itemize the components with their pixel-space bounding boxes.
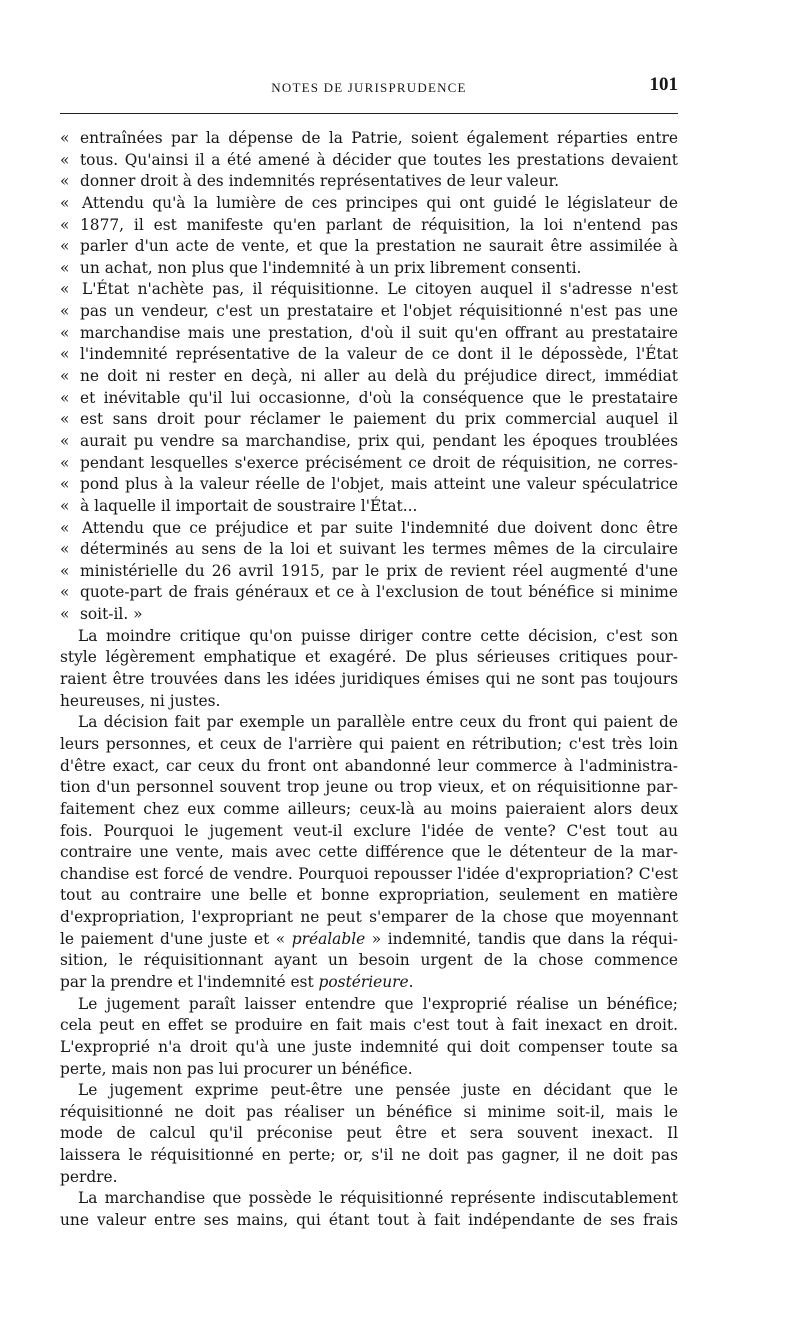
text-line: « ministérielle du 26 avril 1915, par le prix de revient réel augmenté d'une	[60, 561, 678, 583]
text-line: « et inévitable qu'il lui occasionne, d'où la conséquence que le prestataire	[60, 388, 678, 410]
text-line	[60, 929, 678, 951]
text-line: style légèrement emphatique et exagéré. De plus sérieuses critiques pour-	[60, 648, 678, 667]
italic-term: préalable	[291, 929, 366, 948]
line-text: » indemnité, tandis que dans la réqui-	[365, 929, 678, 948]
text-line: sition, le réquisitionnant ayant un besoin urgent de la chose commence	[60, 951, 678, 970]
running-title: NOTES DE JURISPRUDENCE	[271, 80, 467, 95]
text-line: une valeur entre ses mains, qui étant tout à fait indépendante de ses frais	[60, 1211, 678, 1230]
text-line: « est sans droit pour réclamer le paiement du prix commercial auquel il	[60, 409, 678, 431]
text-line: « Attendu que ce préjudice et par suite l'indemnité due doivent donc être	[60, 518, 678, 540]
text-line: « L'État n'achète pas, il réquisitionne. Le citoyen auquel il s'adresse n'est	[60, 279, 678, 301]
text-line: leurs personnes, et ceux de l'arrière qui paient en rétribution; c'est très loin	[60, 734, 678, 753]
text-line	[60, 972, 678, 994]
text-line: « un achat, non plus que l'indemnité à un prix librement consenti.	[60, 258, 678, 280]
text-line: « donner droit à des indemnités représentatives de leur valeur.	[60, 171, 678, 193]
text-line: L'exproprié n'a droit qu'à une juste indemnité qui doit compenser toute sa	[60, 1037, 678, 1056]
text-line: mode de calcul qu'il préconise peut être et sera souvent inexact. Il	[60, 1124, 678, 1143]
body-text	[60, 128, 678, 1232]
text-line: « pas un vendeur, c'est un prestataire et l'objet réquisitionné n'est pas une	[60, 301, 678, 323]
text-line: « entraînées par la dépense de la Patrie, soient également réparties entre	[60, 128, 678, 150]
header-rule	[60, 113, 678, 114]
text-line: La marchandise que possède le réquisitionné représente indiscutablement	[78, 1189, 678, 1208]
text-line: tout au contraire une belle et bonne expropriation, seulement en matière	[60, 886, 678, 905]
text-line: perdre.	[60, 1167, 118, 1186]
text-line: raient être trouvées dans les idées juridiques émises qui ne sont pas toujours	[60, 670, 678, 689]
line-text: le paiement d'une juste et «	[60, 929, 292, 948]
text-line: « pendant lesquelles s'exerce précisément ce droit de réquisition, ne corres-	[60, 453, 678, 475]
text-line: « parler d'un acte de vente, et que la prestation ne saurait être assimilée à	[60, 236, 678, 258]
text-line: Le jugement exprime peut-être une pensée juste en décidant que le	[78, 1081, 678, 1100]
text-line: contraire une vente, mais avec cette différence que le détenteur de la mar-	[60, 843, 678, 862]
text-line: perte, mais non pas lui procurer un bénéfice.	[60, 1059, 413, 1078]
text-line: cela peut en effet se produire en fait mais c'est tout à fait inexact en droit.	[60, 1016, 678, 1035]
text-line: « Attendu qu'à la lumière de ces principes qui ont guidé le législateur de	[60, 193, 678, 215]
text-line: Le jugement paraît laisser entendre que l'exproprié réalise un bénéfice;	[78, 994, 678, 1013]
text-line: « pond plus à la valeur réelle de l'objet, mais atteint une valeur spéculatrice	[60, 474, 678, 496]
text-line: « tous. Qu'ainsi il a été amené à décider que toutes les prestations devaient	[60, 150, 678, 172]
text-line: chandise est forcé de vendre. Pourquoi repousser l'idée d'expropriation? C'est	[60, 864, 678, 883]
text-line: La décision fait par exemple un parallèle entre ceux du front qui paient de	[78, 713, 678, 732]
text-line: « déterminés au sens de la loi et suivant les termes mêmes de la circulaire	[60, 539, 678, 561]
text-line: « 1877, il est manifeste qu'en parlant de réquisition, la loi n'entend pas	[60, 215, 678, 237]
text-line: « à laquelle il importait de soustraire l'État...	[60, 496, 678, 518]
text-line: « l'indemnité représentative de la valeur de ce dont il le dépossède, l'État	[60, 344, 678, 366]
text-line: réquisitionné ne doit pas réaliser un bénéfice si minime soit-il, mais le	[60, 1102, 678, 1121]
line-text: .	[408, 972, 414, 991]
text-line: d'expropriation, l'expropriant ne peut s'emparer de la chose que moyennant	[60, 908, 678, 927]
text-line: « ne doit ni rester en deçà, ni aller au delà du préjudice direct, immédiat	[60, 366, 678, 388]
page-number: 101	[649, 74, 678, 95]
text-line: fois. Pourquoi le jugement veut-il exclure l'idée de vente? C'est tout au	[60, 821, 678, 840]
italic-term: postérieure	[318, 972, 409, 991]
page-header	[60, 76, 678, 102]
text-line: La moindre critique qu'on puisse diriger contre cette décision, c'est son	[78, 626, 678, 645]
line-text: par la prendre et l'indemnité est	[60, 972, 319, 991]
text-line: « aurait pu vendre sa marchandise, prix qui, pendant les époques troublées	[60, 431, 678, 453]
text-line: laissera le réquisitionné en perte; or, s'il ne doit pas gagner, il ne doit pas	[60, 1146, 678, 1165]
text-line: heureuses, ni justes.	[60, 691, 221, 710]
text-line: « quote-part de frais généraux et ce à l'exclusion de tout bénéfice si minime	[60, 582, 678, 604]
text-line: faitement chez eux comme ailleurs; ceux-là au moins paieraient alors deux	[60, 799, 678, 818]
text-line: tion d'un personnel souvent trop jeune ou trop vieux, et on réquisitionne par-	[60, 778, 678, 797]
text-line: « marchandise mais une prestation, d'où il suit qu'en offrant au prestataire	[60, 323, 678, 345]
text-line: d'être exact, car ceux du front ont abandonné leur commerce à l'administra-	[60, 756, 678, 775]
text-line: « soit-il. »	[60, 604, 678, 626]
